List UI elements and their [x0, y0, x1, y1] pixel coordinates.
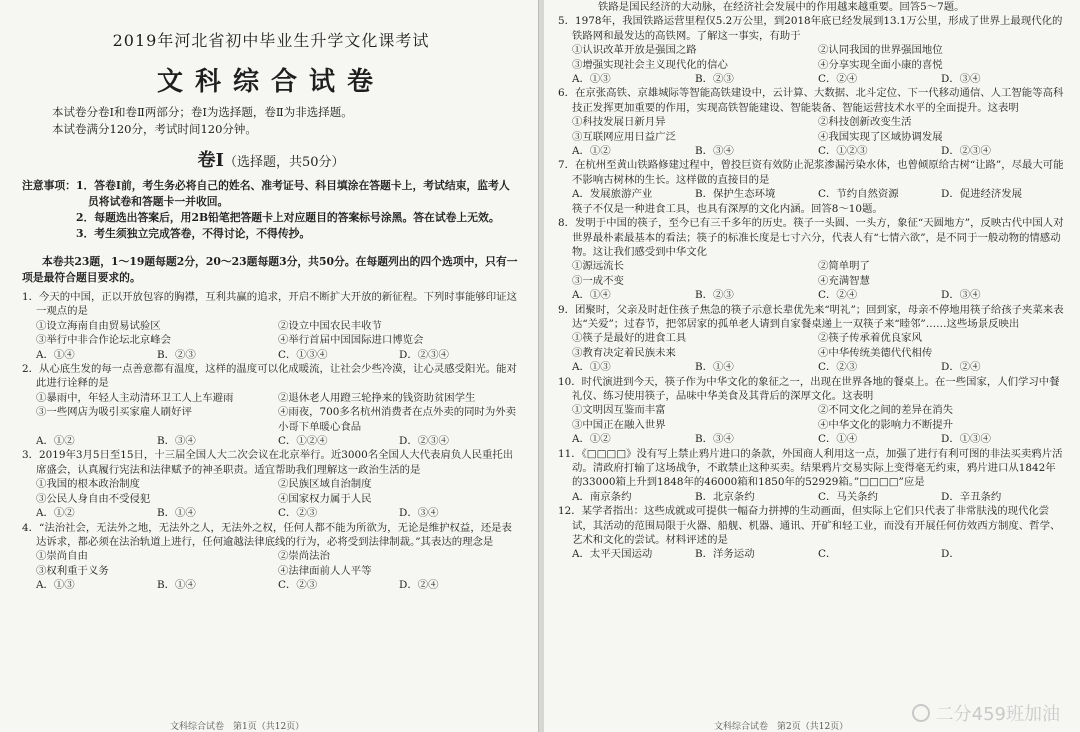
- notice-label: 注意事项：: [22, 179, 76, 192]
- answer-choice: B．保护生态环境: [695, 188, 776, 201]
- answer-choice: D．①③④: [941, 433, 991, 446]
- question: [22, 362, 520, 448]
- answer-choice: D．②③④: [941, 145, 991, 158]
- statement-option: ③中国正在融入世界: [572, 418, 666, 431]
- notice: [22, 178, 520, 242]
- answer-choice: B．③④: [695, 433, 734, 446]
- answer-choice: B．洋务运动: [695, 548, 755, 561]
- answer-choice: B．①④: [157, 579, 196, 592]
- answer-choice: A．①②: [36, 435, 75, 448]
- statement-option: ③公民人身自由不受侵犯: [36, 492, 151, 505]
- answer-choices: [22, 506, 520, 520]
- statement-option: ③举行中非合作论坛北京峰会: [36, 334, 172, 347]
- answer-choice: A．太平天国运动: [572, 548, 653, 561]
- answer-choices: [558, 432, 1064, 446]
- statement-option: ④中华文化的影响力不断提升: [818, 418, 954, 431]
- statement-options: [22, 549, 520, 578]
- question: [558, 375, 1064, 447]
- statement-option: ②设立中国农民丰收节: [278, 319, 382, 332]
- notice-item: 2．每题选出答案后，用2B铅笔把答题卡上对应题目的答案标号涂黑。答在试卷上无效。: [75, 211, 500, 224]
- intro-line: 本试卷分卷Ⅰ和卷Ⅱ两部分；卷Ⅰ为选择题，卷Ⅱ为非选择题。: [52, 105, 353, 119]
- answer-choice: C．②③: [278, 507, 318, 520]
- statement-option: ②不同文化之间的差异在消失: [818, 404, 954, 417]
- section-sub: （选择题，共50分）: [223, 155, 345, 170]
- answer-choice: D．③④: [941, 73, 981, 86]
- statement-option: ③互联网应用日益广泛: [572, 130, 676, 143]
- section-title: 卷Ⅰ: [197, 150, 224, 171]
- statement-option: ②崇尚法治: [278, 550, 330, 563]
- statement-option: ②科技创新改变生活: [818, 116, 912, 129]
- answer-choices: [22, 578, 520, 592]
- statement-option: ④我国实现了区域协调发展: [818, 130, 943, 143]
- question: [22, 448, 520, 520]
- notice-item: 3．考生须独立完成答卷，不得讨论，不得传抄。: [75, 227, 311, 240]
- answer-choice: A．①③: [36, 579, 75, 592]
- answer-choice: B．③④: [695, 145, 734, 158]
- answer-choices: [558, 187, 1064, 201]
- section-summary: 本卷共23题，1～19题每题2分，20～23题每题3分，共50分。在每题列出的四个选项中，只有一项是最符合题目要求的。: [22, 255, 518, 284]
- answer-choice: C．①④: [818, 433, 858, 446]
- statement-option: ①源远流长: [572, 260, 624, 273]
- answer-choice: D．②③④: [399, 435, 449, 448]
- statement-option: ①文明因互鉴而丰富: [572, 404, 666, 417]
- answer-choice: A．①④: [572, 289, 611, 302]
- statement-options: [22, 391, 520, 434]
- question-stem: 10．时代演进到今天，筷子作为中华文化的象征之一，出现在世界各地的餐桌上。在一些国家，人们学习中餐礼仪、练习使用筷子，品味中华美食及其背后的深厚文化。这表明: [558, 375, 1060, 402]
- answer-choice: A．发展旅游产业: [572, 188, 653, 201]
- answer-choice: D．②③④: [399, 348, 449, 361]
- statement-option: ④中华传统美德代代相传: [818, 346, 933, 359]
- statement-option: ①筷子是最好的进食工具: [572, 332, 687, 345]
- notice-item: 1．答卷Ⅰ前，考生务必将自己的姓名、准考证号、科目填涂在答题卡上，考试结束，监考人员将试卷和答题卡一并收回。: [75, 179, 510, 208]
- statement-options: [22, 319, 520, 348]
- question-stem: 5．1978年，我国铁路运营里程仅5.2万公里，到2018年底已经发展到13.1万公里，形成了世界上最现代化的铁路网和最发达的高铁网。了解这一事实，有助于: [558, 15, 1063, 42]
- statement-option: ②简单明了: [818, 260, 870, 273]
- statement-option: ①崇尚自由: [36, 550, 88, 563]
- answer-choices: [22, 348, 520, 362]
- answer-choice: D．②④: [941, 361, 981, 374]
- statement-options: [558, 403, 1064, 432]
- watermark: [912, 700, 1060, 726]
- answer-choice: B．①④: [695, 361, 734, 374]
- statement-option: ④举行首届中国国际进口博览会: [278, 334, 424, 347]
- answer-choice: A．①②: [572, 145, 611, 158]
- answer-choices: [558, 547, 1064, 561]
- answer-choice: A．①③: [572, 73, 611, 86]
- statement-options: [558, 331, 1064, 360]
- answer-choice: C．马关条约: [818, 490, 878, 503]
- question-stem: 7．在杭州至黄山铁路修建过程中，曾投巨资有效防止泥浆渗漏污染水体，也曾倾原给古树“让路”，尽最大可能不影响古树林的生长。这样做的直接目的是: [558, 159, 1064, 186]
- watermark-text: 二分459班加油: [935, 704, 1060, 725]
- question: [558, 504, 1064, 562]
- section-heading: [22, 146, 520, 172]
- question-stem: 1．今天的中国，正以开放包容的胸襟，互利共赢的追求，开启不断扩大开放的新征程。下列时事能够印证这一观点的是: [22, 291, 517, 318]
- statement-option: ①我国的根本政治制度: [36, 478, 140, 491]
- statement-options: [558, 43, 1064, 72]
- question: [22, 521, 520, 593]
- statement-option: ③一些网店为吸引买家雇人刷好评: [36, 406, 192, 419]
- answer-choice: C．①②④: [278, 435, 328, 448]
- statement-option: ③一成不变: [572, 274, 624, 287]
- answer-choice: D．促进经济发展: [941, 188, 1023, 201]
- statement-options: [558, 259, 1064, 288]
- group-note: 铁路是国民经济的大动脉，在经济社会发展中的作用越来越重要。回答5～7题。: [598, 1, 965, 13]
- statement-option: ①设立海南自由贸易试验区: [36, 319, 161, 332]
- answer-choices: [558, 360, 1064, 374]
- statement-option: ④分享实现全面小康的喜悦: [818, 58, 943, 71]
- statement-option: ①暴雨中，年轻人主动清环卫工人上车避雨: [36, 391, 234, 404]
- question-stem: 11．《□□□□》没有写上禁止鸦片进口的条款，外国商人利用这一点，加强了进行有利可图的非法买卖鸦片活动。清政府打输了这场战争，不敢禁止这种买卖。结果鸦片交易实际上变得毫无约束，鸦片进口从1842年的33000箱上升到1848年的46000箱和1850年的52929箱。”□□□□”应是: [558, 447, 1063, 489]
- answer-choices: [558, 144, 1064, 158]
- question-stem: 4．“法治社会，无法外之地，无法外之人，无法外之权，任何人都不能为所欲为，无论是维护权益，还是表达诉求，都必须在法治轨道上进行，任何逾越法律底线的行为，必将受到法律制裁。”其表达的理念是: [22, 521, 512, 548]
- question-stem: 8．发明于中国的筷子，至今已有三千多年的历史。筷子一头圆、一头方，象征“天圆地方”，反映古代中国人对世界最朴素最基本的看法；筷子的标准长度是七寸六分，代表人有“七情六欲”，是不同于一般动物的情感动物。这让我们感受到中华文化: [558, 217, 1064, 258]
- answer-choice: C．②③: [278, 579, 318, 592]
- intro: [22, 104, 520, 138]
- answer-choice: A．①②: [572, 433, 611, 446]
- answer-choice: C．②④: [818, 73, 858, 86]
- question-stem: 9．团聚时，父亲及时赶住孩子焦急的筷子示意长辈优先来“明礼”；回到家，母亲不停地用筷子给孩子夹菜来表达“关爱”；过春节，把邻居家的孤单老人请到自家餐桌递上一双筷子来“睦邻”……这些场景反映出: [558, 303, 1064, 330]
- answer-choice: B．③④: [157, 435, 196, 448]
- question: [558, 14, 1064, 86]
- question: [558, 158, 1064, 201]
- answer-choices: [558, 72, 1064, 86]
- exam-subtitle: 文科综合试卷: [156, 67, 385, 97]
- answer-choice: D．③④: [399, 507, 439, 520]
- statement-option: ②认同我国的世界强国地位: [818, 44, 943, 57]
- question-stem: 2．从心底生发的每一点善意都有温度，这样的温度可以化成暖流，让社会少些冷漠，让心灵感受阳光。能对此进行诠释的是: [22, 363, 517, 390]
- answer-choices: [558, 490, 1064, 504]
- answer-choice: C．①②③: [818, 145, 868, 158]
- statement-option: ①认识改革开放是强国之路: [572, 44, 697, 57]
- statement-options: [22, 477, 520, 506]
- exam-title: 2019年河北省初中毕业生升学文化课考试: [112, 31, 430, 50]
- answer-choice: A．①②: [36, 507, 75, 520]
- answer-choices: [558, 288, 1064, 302]
- answer-choice: D．辛丑条约: [941, 490, 1002, 503]
- statement-option: ③增强实现社会主义现代化的信心: [572, 58, 728, 71]
- statement-option: ④充满智慧: [818, 274, 870, 287]
- question-stem: 3．2019年3月5日至15日，十三届全国人大二次会议在北京举行。近3000名全国人大代表肩负人民重托出席盛会，认真履行宪法和法律赋予的神圣职责。适宜帮助我们理解这一政治生活的是: [22, 449, 514, 476]
- statement-options: [558, 115, 1064, 144]
- answer-choice: C．②④: [818, 289, 858, 302]
- question-stem: 6．在京张高铁、京雄城际等智能高铁建设中，云计算、大数据、北斗定位、下一代移动通信、人工智能等高科技正发挥更加重要的作用，实现高铁智能建设、智能装备、智能运营技术水平的全面提升。这表明: [558, 87, 1064, 114]
- statement-option: ③教育决定着民族未来: [572, 346, 676, 359]
- question: [558, 216, 1064, 302]
- intro-line: 本试卷满分120分，考试时间120分钟。: [52, 122, 257, 136]
- answer-choice: C．: [818, 548, 837, 561]
- wechat-icon: [912, 704, 930, 722]
- answer-choice: C．②③: [818, 361, 858, 374]
- page-footer: 文科综合试卷 第1页（共12页）: [170, 722, 305, 732]
- answer-choice: B．①④: [157, 507, 196, 520]
- statement-option: ④法律面前人人平等: [278, 564, 372, 577]
- left-page: [0, 0, 538, 732]
- answer-choice: D．②④: [399, 579, 439, 592]
- statement-option: ②民族区域自治制度: [278, 478, 372, 491]
- question: [558, 86, 1064, 158]
- statement-option: ④雨夜，700多名杭州消费者在点外卖的同时为外卖小哥下单暖心食品: [278, 406, 517, 433]
- question: [558, 303, 1064, 375]
- question: [558, 447, 1064, 505]
- answer-choice: B．②③: [157, 348, 196, 361]
- answer-choices: [22, 434, 520, 448]
- answer-choice: C．①③④: [278, 348, 328, 361]
- statement-option: ④国家权力属于人民: [278, 492, 372, 505]
- right-page: [544, 0, 1080, 732]
- answer-choice: A．①④: [36, 348, 75, 361]
- question: [22, 290, 520, 362]
- answer-choice: A．①③: [572, 361, 611, 374]
- answer-choice: B．②③: [695, 289, 734, 302]
- answer-choice: A．南京条约: [572, 490, 632, 503]
- group-note: 筷子不仅是一种进食工具，也具有深厚的文化内涵。回答8～10题。: [572, 202, 883, 215]
- answer-choice: B．北京条约: [695, 490, 755, 503]
- statement-option: ②筷子传承着优良家风: [818, 332, 922, 345]
- answer-choice: D．③④: [941, 289, 981, 302]
- answer-choice: B．②③: [695, 73, 734, 86]
- answer-choice: D．: [941, 548, 960, 561]
- page-footer: 文科综合试卷 第2页（共12页）: [714, 722, 849, 732]
- statement-option: ②退休老人用蹬三轮挣来的钱资助贫困学生: [278, 391, 476, 404]
- statement-option: ③权利重于义务: [36, 564, 109, 577]
- question-stem: 12．某学者指出：这些成就或可提供一幅奋力拼搏的生动画面，但实际上它们只代表了非常肤浅的现代化尝试，其活动的范围局限于火器、船舰、机器、通讯、开矿和轻工业，而没有开展任何仿效西方制度、哲学、艺术和文化的尝试。材料评述的是: [558, 505, 1061, 547]
- statement-option: ①科技发展日新月异: [572, 116, 666, 129]
- answer-choice: C．节约自然资源: [818, 188, 899, 201]
